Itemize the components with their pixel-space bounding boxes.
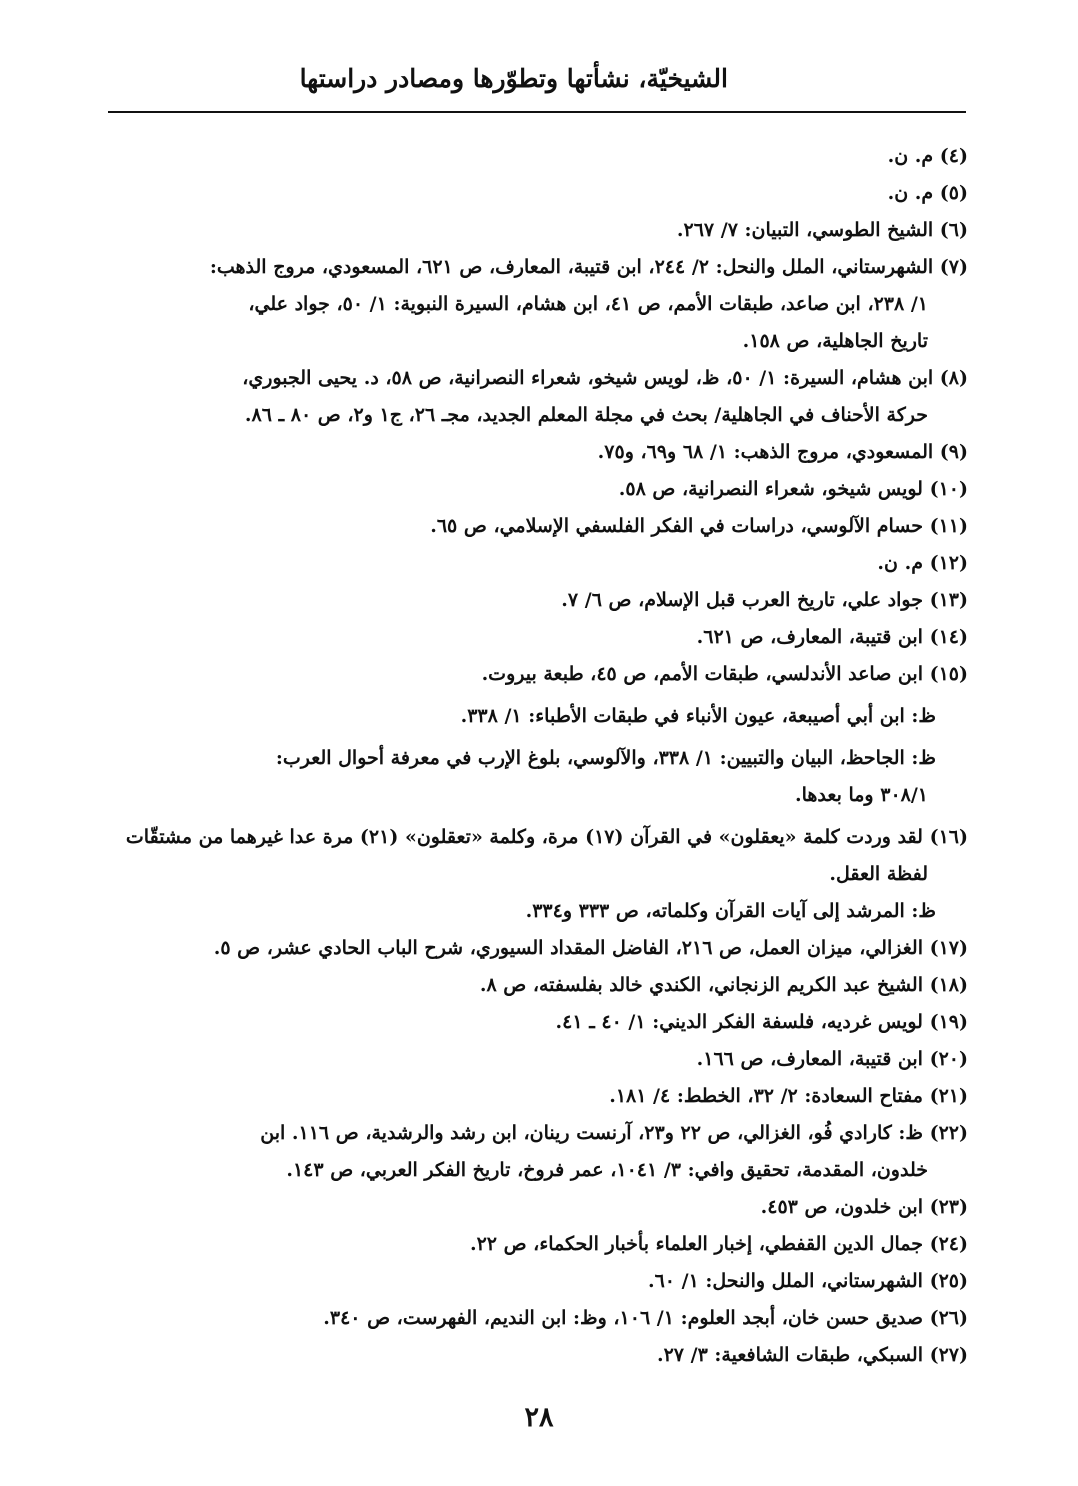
endnote-line: (٢٧) السبكي، طبقات الشافعية: ٣/ ٢٧. xyxy=(656,1344,968,1366)
endnote-line: (٢٣) ابن خلدون، ص ٤٥٣. xyxy=(760,1196,968,1218)
endnote-line: (٧) الشهرستاني، الملل والنحل: ٢/ ٢٤٤، ابن قتيبة، المعارف، ص ٦٢١، المسعودي، مروج الذهب: xyxy=(209,256,968,278)
header-rule xyxy=(108,111,966,113)
endnote-line: ظ: الجاحظ، البيان والتبيين: ١/ ٣٣٨، والآلوسي، بلوغ الإرب في معرفة أحوال العرب: xyxy=(275,747,936,769)
endnote-line: تاريخ الجاهلية، ص ١٥٨. xyxy=(742,330,928,352)
endnote-line: (٢٠) ابن قتيبة، المعارف، ص ١٦٦. xyxy=(696,1048,968,1070)
endnote-line: (١٧) الغزالي، ميزان العمل، ص ٢١٦، الفاضل المقداد السيوري، شرح الباب الحادي عشر، ص ٥. xyxy=(213,937,968,959)
endnote-line: (٩) المسعودي، مروج الذهب: ١/ ٦٨ و٦٩، و٧٥. xyxy=(597,441,968,463)
endnote-line: (٢١) مفتاح السعادة: ٢/ ٣٢، الخطط: ٤/ ١٨١. xyxy=(609,1085,968,1107)
endnote-line: ١/ ٢٣٨، ابن صاعد، طبقات الأمم، ص ٤١، ابن هشام، السيرة النبوية: ١/ ٥٠، جواد علي، xyxy=(248,293,928,315)
endnote-line: (١٦) لقد وردت كلمة «يعقلون» في القرآن (١٧) مرة، وكلمة «تعقلون» (٢١) مرة عدا غيرهما من مشتقّات xyxy=(125,826,968,848)
endnotes-list xyxy=(108,138,968,1374)
endnote-line: (١٩) لويس غرديه، فلسفة الفكر الديني: ١/ ٤٠ ـ ٤١. xyxy=(555,1011,968,1033)
endnote-line: (٢٢) ظ: كارادي فُو، الغزالي، ص ٢٢ و٢٣، آرنست رينان، ابن رشد والرشدية، ص ١١٦. ابن xyxy=(260,1122,968,1144)
endnote-line: (٦) الشيخ الطوسي، التبيان: ٧/ ٢٦٧. xyxy=(676,219,968,241)
endnote-line: لفظة العقل. xyxy=(829,863,928,885)
endnote-line: (١٠) لويس شيخو، شعراء النصرانية، ص ٥٨. xyxy=(618,478,968,500)
endnote-line: (٢٥) الشهرستاني، الملل والنحل: ١/ ٦٠. xyxy=(647,1270,968,1292)
endnote-line: (٥) م. ن. xyxy=(887,182,968,204)
endnote-line: (١٥) ابن صاعد الأندلسي، طبقات الأمم، ص ٤٥، طبعة بيروت. xyxy=(481,663,968,685)
endnote-line: (٤) م. ن. xyxy=(887,145,968,167)
endnote-line: ظ: ابن أبي أصيبعة، عيون الأنباء في طبقات الأطباء: ١/ ٣٣٨. xyxy=(460,705,936,727)
page-number: ٢٨ xyxy=(524,1402,554,1433)
endnote-line: (١٨) الشيخ عبد الكريم الزنجاني، الكندي خالد بفلسفته، ص ٨. xyxy=(479,974,968,996)
endnote-line: (١٢) م. ن. xyxy=(877,552,968,574)
endnote-line: ٣٠٨/١ وما بعدها. xyxy=(795,784,928,806)
running-header-title: الشيخيّة، نشأتها وتطوّرها ومصادر دراستها xyxy=(299,64,728,93)
endnote-line: (١٤) ابن قتيبة، المعارف، ص ٦٢١. xyxy=(696,626,968,648)
endnote-line: حركة الأحناف في الجاهلية/ بحث في مجلة المعلم الجديد، مجـ ٢٦، ج١ و٢، ص ٨٠ ـ ٨٦. xyxy=(244,404,928,426)
endnote-line: ظ: المرشد إلى آيات القرآن وكلماته، ص ٣٣٣ و٣٣٤. xyxy=(525,900,936,922)
endnote-line: (١٣) جواد علي، تاريخ العرب قبل الإسلام، ص ٦/ ٧. xyxy=(561,589,968,611)
endnote-line: (٨) ابن هشام، السيرة: ١/ ٥٠، ظ، لويس شيخو، شعراء النصرانية، ص ٥٨، د. يحيى الجبوري، xyxy=(242,367,968,389)
endnote-line: (١١) حسام الآلوسي، دراسات في الفكر الفلسفي الإسلامي، ص ٦٥. xyxy=(430,515,968,537)
endnote-line: (٢٦) صديق حسن خان، أبجد العلوم: ١/ ١٠٦، وظ: ابن النديم، الفهرست، ص ٣٤٠. xyxy=(323,1307,968,1329)
endnote-line: (٢٤) جمال الدين القفطي، إخبار العلماء بأخبار الحكماء، ص ٢٢. xyxy=(469,1233,968,1255)
endnote-line: خلدون، المقدمة، تحقيق وافي: ٣/ ١٠٤١، عمر فروخ، تاريخ الفكر العربي، ص ١٤٣. xyxy=(286,1159,928,1181)
